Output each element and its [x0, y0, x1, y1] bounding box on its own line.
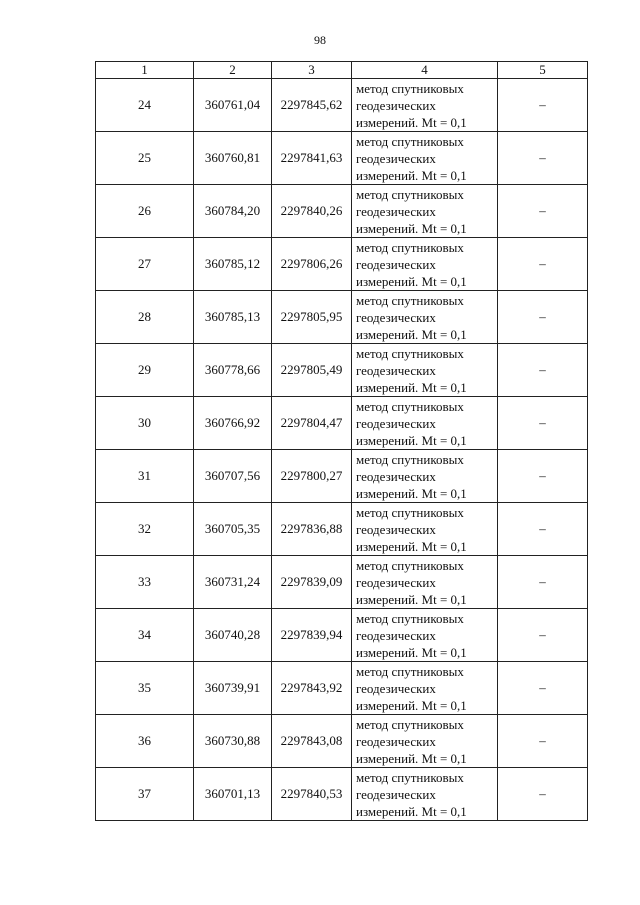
- point-number-cell: 31: [96, 450, 194, 503]
- y-coordinate-cell: 2297839,09: [272, 556, 352, 609]
- table-row: [96, 344, 588, 397]
- method-line: метод спутниковых: [356, 292, 464, 308]
- x-coordinate-cell: 360784,20: [194, 185, 272, 238]
- method-line: метод спутниковых: [356, 133, 464, 149]
- method-line: измерений. Mt = 0,1: [356, 167, 467, 183]
- table-row: [96, 503, 588, 556]
- method-cell: [352, 662, 498, 715]
- method-line: геодезических: [356, 521, 436, 537]
- x-coordinate-cell: 360778,66: [194, 344, 272, 397]
- method-line: геодезических: [356, 468, 436, 484]
- method-line: метод спутниковых: [356, 451, 464, 467]
- method-line: измерений. Mt = 0,1: [356, 591, 467, 607]
- column-header-3: 3: [272, 62, 352, 79]
- method-cell: [352, 132, 498, 185]
- note-cell: –: [498, 768, 588, 821]
- x-coordinate-cell: 360761,04: [194, 79, 272, 132]
- method-cell: [352, 291, 498, 344]
- point-number-cell: 28: [96, 291, 194, 344]
- x-coordinate-cell: 360740,28: [194, 609, 272, 662]
- table-header-row: [96, 62, 588, 79]
- table-body: [96, 79, 588, 821]
- point-number-cell: 27: [96, 238, 194, 291]
- method-line: метод спутниковых: [356, 663, 464, 679]
- method-line: геодезических: [356, 150, 436, 166]
- method-line: измерений. Mt = 0,1: [356, 432, 467, 448]
- method-line: геодезических: [356, 97, 436, 113]
- x-coordinate-cell: 360707,56: [194, 450, 272, 503]
- note-cell: –: [498, 344, 588, 397]
- point-number-cell: 37: [96, 768, 194, 821]
- x-coordinate-cell: 360760,81: [194, 132, 272, 185]
- point-number-cell: 34: [96, 609, 194, 662]
- method-line: измерений. Mt = 0,1: [356, 114, 467, 130]
- y-coordinate-cell: 2297805,49: [272, 344, 352, 397]
- method-line: измерений. Mt = 0,1: [356, 379, 467, 395]
- table-row: [96, 556, 588, 609]
- column-header-2: 2: [194, 62, 272, 79]
- method-line: метод спутниковых: [356, 239, 464, 255]
- method-line: геодезических: [356, 415, 436, 431]
- note-cell: –: [498, 185, 588, 238]
- method-cell: [352, 715, 498, 768]
- method-line: измерений. Mt = 0,1: [356, 538, 467, 554]
- method-line: измерений. Mt = 0,1: [356, 326, 467, 342]
- x-coordinate-cell: 360701,13: [194, 768, 272, 821]
- method-cell: [352, 185, 498, 238]
- y-coordinate-cell: 2297836,88: [272, 503, 352, 556]
- note-cell: –: [498, 79, 588, 132]
- method-line: измерений. Mt = 0,1: [356, 644, 467, 660]
- y-coordinate-cell: 2297805,95: [272, 291, 352, 344]
- method-cell: [352, 397, 498, 450]
- method-line: метод спутниковых: [356, 557, 464, 573]
- method-line: геодезических: [356, 733, 436, 749]
- y-coordinate-cell: 2297839,94: [272, 609, 352, 662]
- table-row: [96, 397, 588, 450]
- method-line: измерений. Mt = 0,1: [356, 750, 467, 766]
- column-header-4: 4: [352, 62, 498, 79]
- method-line: геодезических: [356, 574, 436, 590]
- column-header-5: 5: [498, 62, 588, 79]
- y-coordinate-cell: 2297806,26: [272, 238, 352, 291]
- point-number-cell: 25: [96, 132, 194, 185]
- table-row: [96, 768, 588, 821]
- method-line: геодезических: [356, 309, 436, 325]
- method-line: метод спутниковых: [356, 186, 464, 202]
- x-coordinate-cell: 360730,88: [194, 715, 272, 768]
- method-line: метод спутниковых: [356, 769, 464, 785]
- note-cell: –: [498, 503, 588, 556]
- y-coordinate-cell: 2297843,08: [272, 715, 352, 768]
- method-cell: [352, 450, 498, 503]
- method-line: геодезических: [356, 627, 436, 643]
- method-line: геодезических: [356, 786, 436, 802]
- table-row: [96, 132, 588, 185]
- note-cell: –: [498, 450, 588, 503]
- method-line: измерений. Mt = 0,1: [356, 220, 467, 236]
- table-row: [96, 715, 588, 768]
- method-line: измерений. Mt = 0,1: [356, 697, 467, 713]
- method-line: метод спутниковых: [356, 716, 464, 732]
- y-coordinate-cell: 2297845,62: [272, 79, 352, 132]
- y-coordinate-cell: 2297800,27: [272, 450, 352, 503]
- method-line: геодезических: [356, 203, 436, 219]
- method-line: измерений. Mt = 0,1: [356, 273, 467, 289]
- method-cell: [352, 79, 498, 132]
- y-coordinate-cell: 2297840,53: [272, 768, 352, 821]
- method-cell: [352, 503, 498, 556]
- x-coordinate-cell: 360731,24: [194, 556, 272, 609]
- x-coordinate-cell: 360785,13: [194, 291, 272, 344]
- method-line: геодезических: [356, 256, 436, 272]
- note-cell: –: [498, 609, 588, 662]
- table-row: [96, 185, 588, 238]
- note-cell: –: [498, 556, 588, 609]
- point-number-cell: 29: [96, 344, 194, 397]
- note-cell: –: [498, 291, 588, 344]
- table-row: [96, 79, 588, 132]
- table-row: [96, 238, 588, 291]
- table-row: [96, 291, 588, 344]
- page-number: 98: [314, 33, 326, 47]
- method-cell: [352, 238, 498, 291]
- y-coordinate-cell: 2297804,47: [272, 397, 352, 450]
- point-number-cell: 32: [96, 503, 194, 556]
- method-line: геодезических: [356, 362, 436, 378]
- method-cell: [352, 344, 498, 397]
- method-line: измерений. Mt = 0,1: [356, 803, 467, 819]
- method-line: метод спутниковых: [356, 345, 464, 361]
- method-line: геодезических: [356, 680, 436, 696]
- x-coordinate-cell: 360766,92: [194, 397, 272, 450]
- y-coordinate-cell: 2297843,92: [272, 662, 352, 715]
- note-cell: –: [498, 715, 588, 768]
- note-cell: –: [498, 397, 588, 450]
- column-header-1: 1: [96, 62, 194, 79]
- method-cell: [352, 768, 498, 821]
- point-number-cell: 24: [96, 79, 194, 132]
- y-coordinate-cell: 2297840,26: [272, 185, 352, 238]
- point-number-cell: 35: [96, 662, 194, 715]
- coordinates-table: [95, 61, 588, 821]
- table-row: [96, 450, 588, 503]
- x-coordinate-cell: 360705,35: [194, 503, 272, 556]
- note-cell: –: [498, 132, 588, 185]
- method-line: метод спутниковых: [356, 80, 464, 96]
- table-row: [96, 662, 588, 715]
- note-cell: –: [498, 662, 588, 715]
- point-number-cell: 26: [96, 185, 194, 238]
- y-coordinate-cell: 2297841,63: [272, 132, 352, 185]
- point-number-cell: 36: [96, 715, 194, 768]
- x-coordinate-cell: 360739,91: [194, 662, 272, 715]
- method-line: метод спутниковых: [356, 504, 464, 520]
- method-line: метод спутниковых: [356, 398, 464, 414]
- method-line: метод спутниковых: [356, 610, 464, 626]
- method-line: измерений. Mt = 0,1: [356, 485, 467, 501]
- x-coordinate-cell: 360785,12: [194, 238, 272, 291]
- note-cell: –: [498, 238, 588, 291]
- table-row: [96, 609, 588, 662]
- method-cell: [352, 609, 498, 662]
- method-cell: [352, 556, 498, 609]
- point-number-cell: 30: [96, 397, 194, 450]
- point-number-cell: 33: [96, 556, 194, 609]
